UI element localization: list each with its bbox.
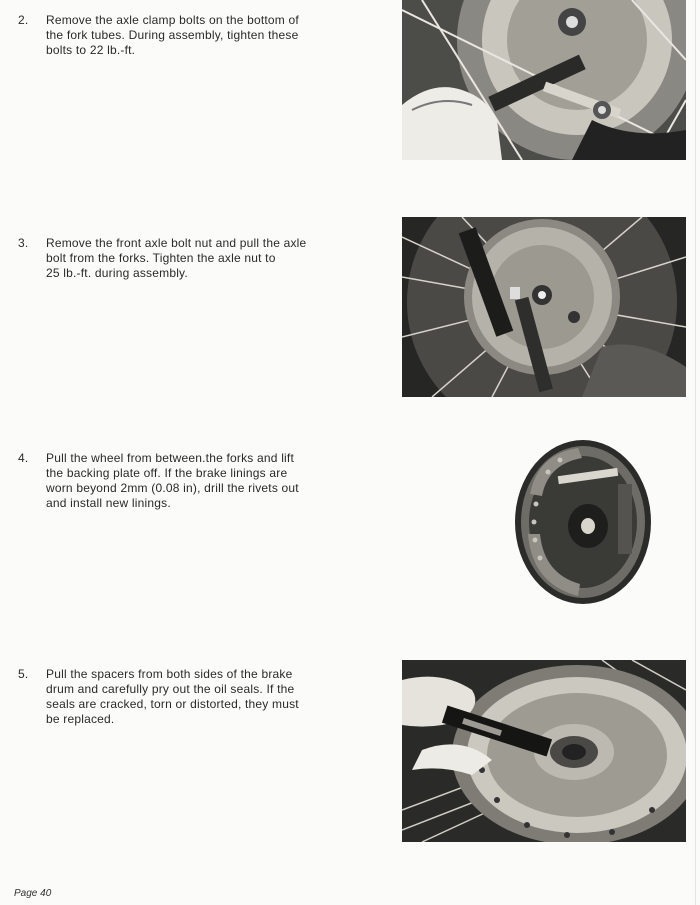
step-line: be replaced. (46, 712, 115, 726)
step-number: 3. (18, 236, 29, 250)
step-number: 2. (18, 13, 29, 27)
step-text (46, 667, 299, 727)
step-text (46, 451, 299, 511)
step-text (46, 13, 299, 58)
step-line: drum and carefully pry out the oil seals. If the (46, 682, 295, 696)
photo-front-axle-nut (402, 217, 686, 397)
step-line: the fork tubes. During assembly, tighten these (46, 28, 299, 42)
photo-axle-clamp-bolts (402, 0, 686, 160)
step-line: 25 lb.-ft. during assembly. (46, 266, 188, 280)
step-line: Pull the spacers from both sides of the brake (46, 667, 293, 681)
photo-oil-seal-removal (402, 660, 686, 842)
step-line: bolts to 22 lb.-ft. (46, 43, 136, 57)
step-number: 4. (18, 451, 29, 465)
step-line: worn beyond 2mm (0.08 in), drill the rivets out (46, 481, 299, 495)
step-line: seals are cracked, torn or distorted, they must (46, 697, 299, 711)
step-line: Pull the wheel from between.the forks and lift (46, 451, 294, 465)
photo-brake-backing-plate (508, 434, 658, 610)
step-line: Remove the front axle bolt nut and pull the axle (46, 236, 307, 250)
step-text (46, 236, 306, 281)
page-edge-line (695, 0, 696, 905)
step-line: the backing plate off. If the brake linings are (46, 466, 288, 480)
page-number: Page 40 (14, 888, 52, 899)
step-line: and install new linings. (46, 496, 171, 510)
step-number: 5. (18, 667, 29, 681)
step-line: Remove the axle clamp bolts on the bottom of (46, 13, 299, 27)
step-line: bolt from the forks. Tighten the axle nut to (46, 251, 276, 265)
